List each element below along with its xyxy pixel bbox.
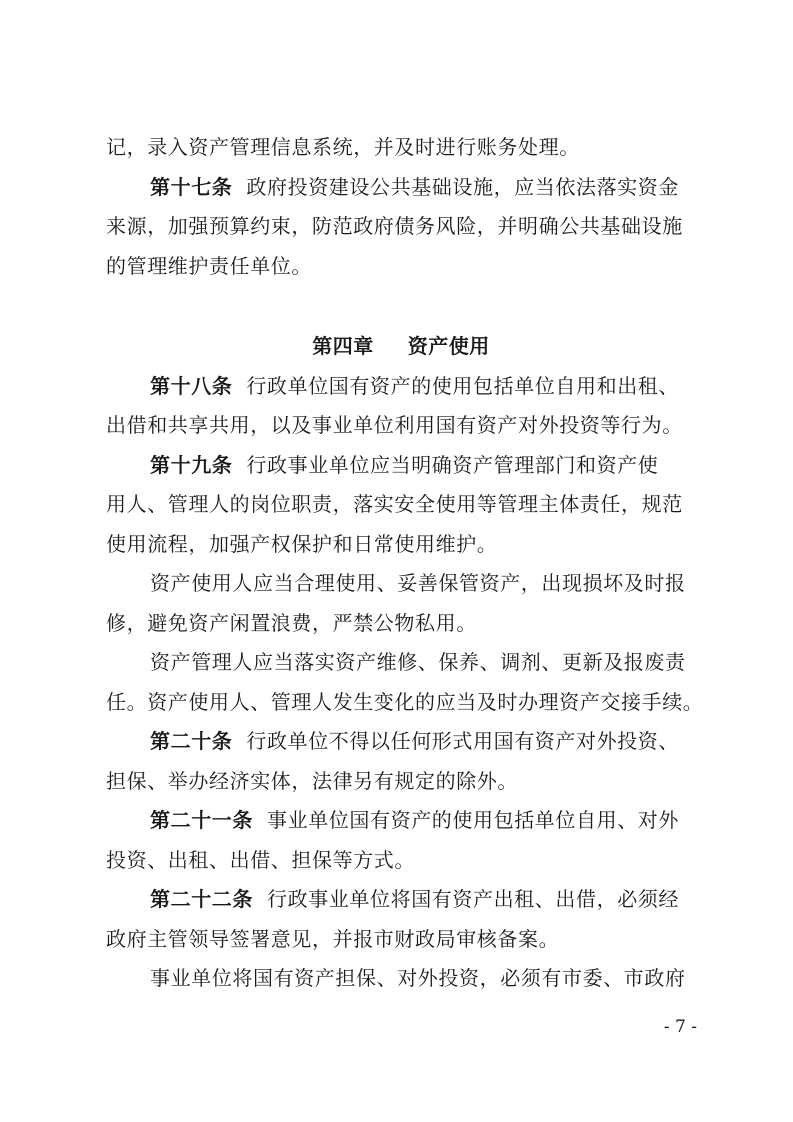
article-text: 行政事业单位应当明确资产管理部门和资产使 xyxy=(246,452,659,477)
article-number: 第二十一条 xyxy=(150,808,253,832)
article-17-first-line xyxy=(106,168,696,208)
article-text: 政府投资建设公共基础设施，应当依法落实资金 xyxy=(246,174,680,199)
text-line: 担保、举办经济实体，法律另有规定的除外。 xyxy=(106,768,518,793)
paragraph-first-line: 资产使用人应当合理使用、妥善保管资产，出现损坏及时报 xyxy=(150,571,686,595)
text-line: 来源，加强预算约束，防范政府债务风险，并明确公共基础设施 xyxy=(106,214,683,238)
article-text: 行政单位不得以任何形式用国有资产对外投资、 xyxy=(246,729,680,753)
page-number: - 7 - xyxy=(663,1017,697,1037)
chapter-heading xyxy=(106,327,696,367)
spacer xyxy=(106,286,696,327)
text-line: 用人、管理人的岗位职责，落实安全使用等管理主体责任，规范 xyxy=(106,492,683,516)
article-19-first-line xyxy=(106,446,696,486)
text-line: 修，避免资产闲置浪费，严禁公物私用。 xyxy=(106,610,477,635)
chapter-number: 第四章 xyxy=(312,334,374,358)
text-line: 任。资产使用人、管理人发生变化的应当及时办理资产交接手续。 xyxy=(106,689,704,714)
article-number: 第十八条 xyxy=(150,373,233,398)
article-text: 行政单位国有资产的使用包括单位自用和出租、 xyxy=(246,373,680,398)
paragraph-first-line: 资产管理人应当落实资产维修、保养、调剂、更新及报废责 xyxy=(150,650,686,674)
article-number: 第十七条 xyxy=(150,174,233,199)
article-20-first-line xyxy=(106,722,696,762)
article-21-first-line xyxy=(106,801,696,841)
text-line: 记，录入资产管理信息系统，并及时进行账务处理。 xyxy=(106,135,580,159)
text-line: 政府主管领导签署意见，并报市财政局审核备案。 xyxy=(106,926,560,951)
text-line: 使用流程，加强产权保护和日常使用维护。 xyxy=(106,531,498,556)
article-18-first-line xyxy=(106,367,696,407)
article-22-first-line xyxy=(106,880,696,920)
article-number: 第二十条 xyxy=(150,729,233,753)
chapter-title: 资产使用 xyxy=(407,334,490,358)
document-body xyxy=(106,128,704,999)
article-text: 事业单位国有资产的使用包括单位自用、对外 xyxy=(267,808,679,832)
text-line: 的管理维护责任单位。 xyxy=(106,253,312,278)
article-number: 第二十二条 xyxy=(150,887,253,911)
paragraph-first-line: 事业单位将国有资产担保、对外投资，必须有市委、市政府 xyxy=(150,966,686,990)
text-line: 投资、出租、出借、担保等方式。 xyxy=(106,847,415,872)
article-text: 行政事业单位将国有资产出租、出借，必须经 xyxy=(267,887,679,911)
article-number: 第十九条 xyxy=(150,452,233,477)
text-line: 出借和共享共用，以及事业单位利用国有资产对外投资等行为。 xyxy=(106,413,683,437)
